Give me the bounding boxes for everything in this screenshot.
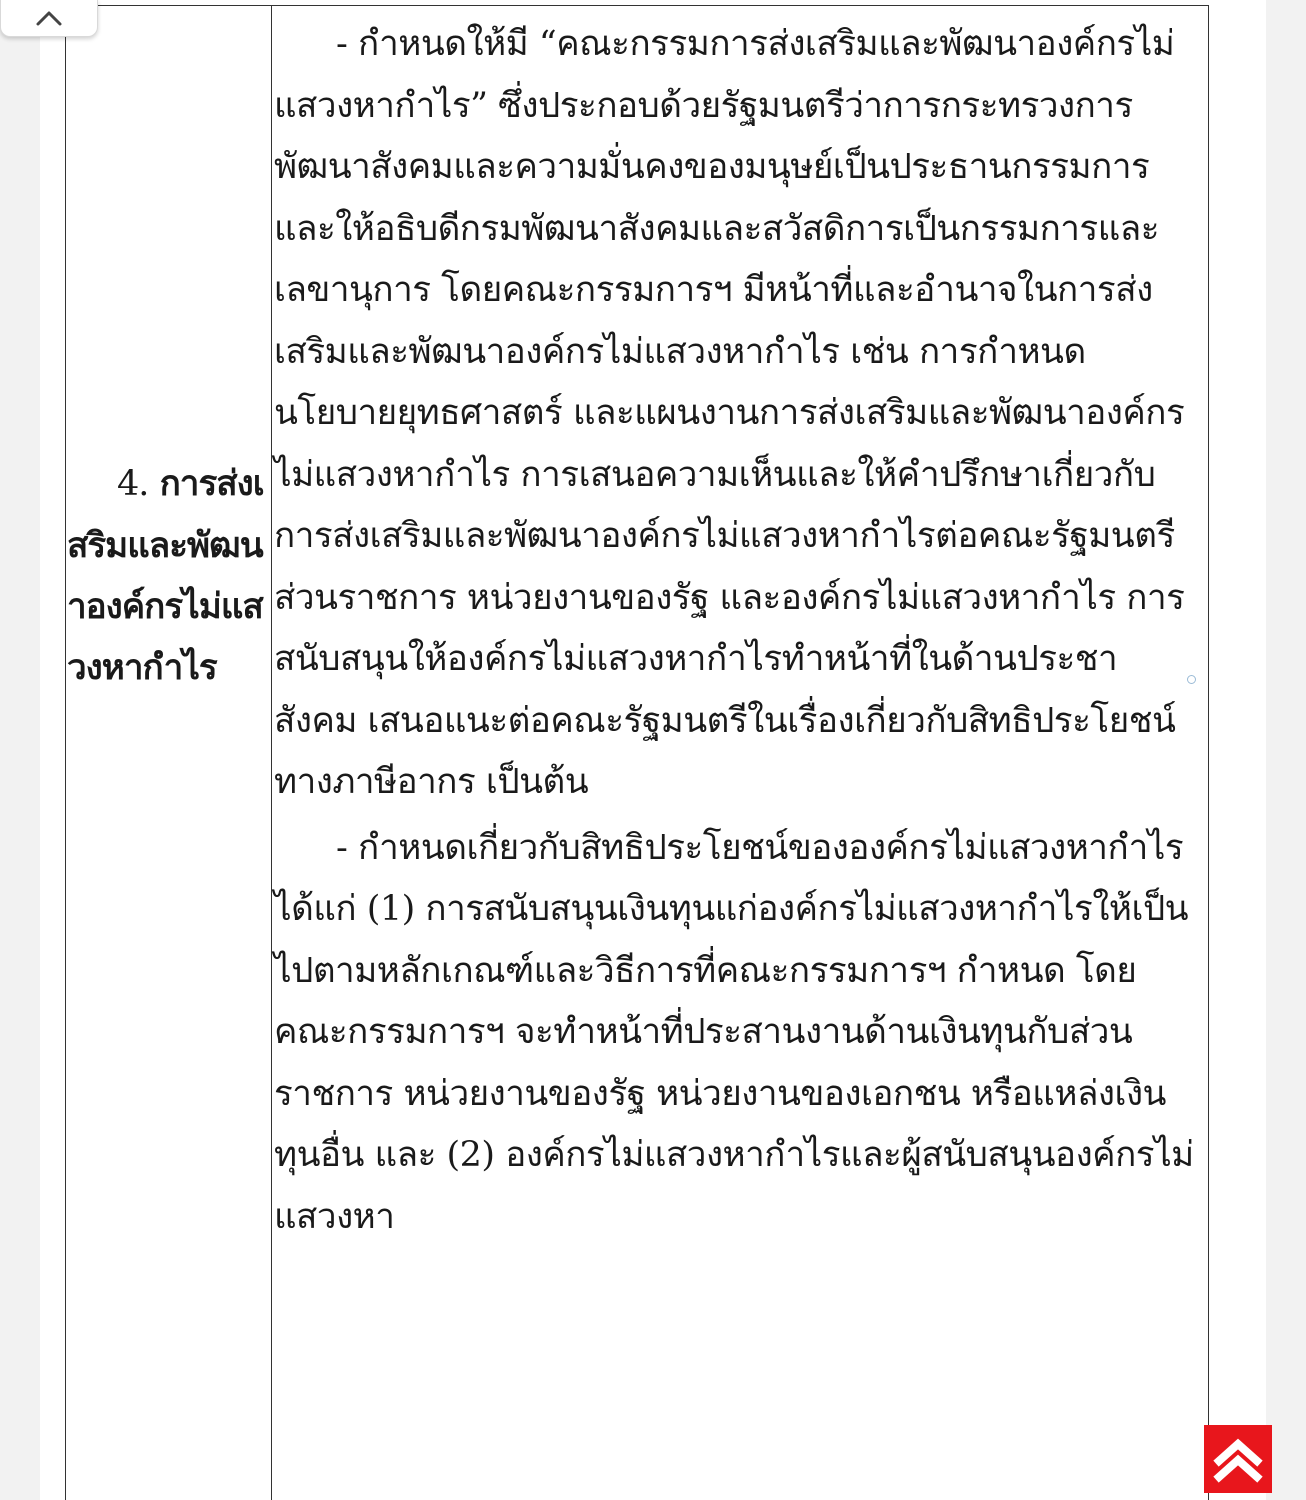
text-cursor-marker [1187,675,1196,684]
content-paragraph-benefits: - กำหนดเกี่ยวกับสิทธิประโยชน์ขององค์กรไม่แสวงหากำไร ได้แก่ (1) การสนับสนุนเงินทุนแก่องค์กรไม่แสวงหากำไรให้เป็นไปตามหลักเกณฑ์และวิธีการที่คณะกรรมการฯ กำหนด โดยคณะกรรมการฯ จะทำหน้าที่ประสานงานด้านเงินทุนกับส่วนราชการ หน่วยงานของรัฐ หน่วยงานของเอกชน หรือแหล่งเงินทุนอื่น และ (2) องค์กรไม่แสวงหากำไรและผู้สนับสนุนองค์กรไม่แสวงหา [274,827,1194,1237]
back-to-top-button[interactable] [1204,1425,1272,1493]
topic-heading [66,453,271,698]
comparison-table [65,5,1209,1500]
topic-title: การส่งเสริมและพัฒนาองค์กรไม่แสวงหากำไร [67,462,264,688]
collapse-toolbar-button[interactable] [0,0,98,37]
content-cell [272,6,1209,1500]
topic-number: 4. [117,463,149,504]
table-row [66,6,1209,1500]
content-paragraph-committee: - กำหนดให้มี “คณะกรรมการส่งเสริมและพัฒนาองค์กรไม่แสวงหากำไร” ซึ่งประกอบด้วยรัฐมนตรีว่าการกระทรวงการพัฒนาสังคมและความมั่นคงของมนุษย์เป็นประธานกรรมการ และให้อธิบดีกรมพัฒนาสังคมและสวัสดิการเป็นกรรมการและเลขานุการ โดยคณะกรรมการฯ มีหน้าที่และอำนาจในการส่งเสริมและพัฒนาองค์กรไม่แสวงหากำไร เช่น การกำหนดนโยบายยุทธศาสตร์ และแผนงานการส่งเสริมและพัฒนาองค์กรไม่แสวงหากำไร การเสนอความเห็นและให้คำปรึกษาเกี่ยวกับการส่งเสริมและพัฒนาองค์กรไม่แสวงหากำไรต่อคณะรัฐมนตรี ส่วนราชการ หน่วยงานของรัฐ และองค์กรไม่แสวงหากำไร การสนับสนุนให้องค์กรไม่แสวงหากำไรทำหน้าที่ในด้านประชาสังคม เสนอแนะต่อคณะรัฐมนตรีในเรื่องเกี่ยวกับสิทธิประโยชน์ทางภาษีอากร เป็นต้น [274,24,1185,802]
topic-cell [66,6,272,1500]
double-chevron-up-icon [1211,1435,1265,1483]
chevron-up-icon [34,9,64,27]
